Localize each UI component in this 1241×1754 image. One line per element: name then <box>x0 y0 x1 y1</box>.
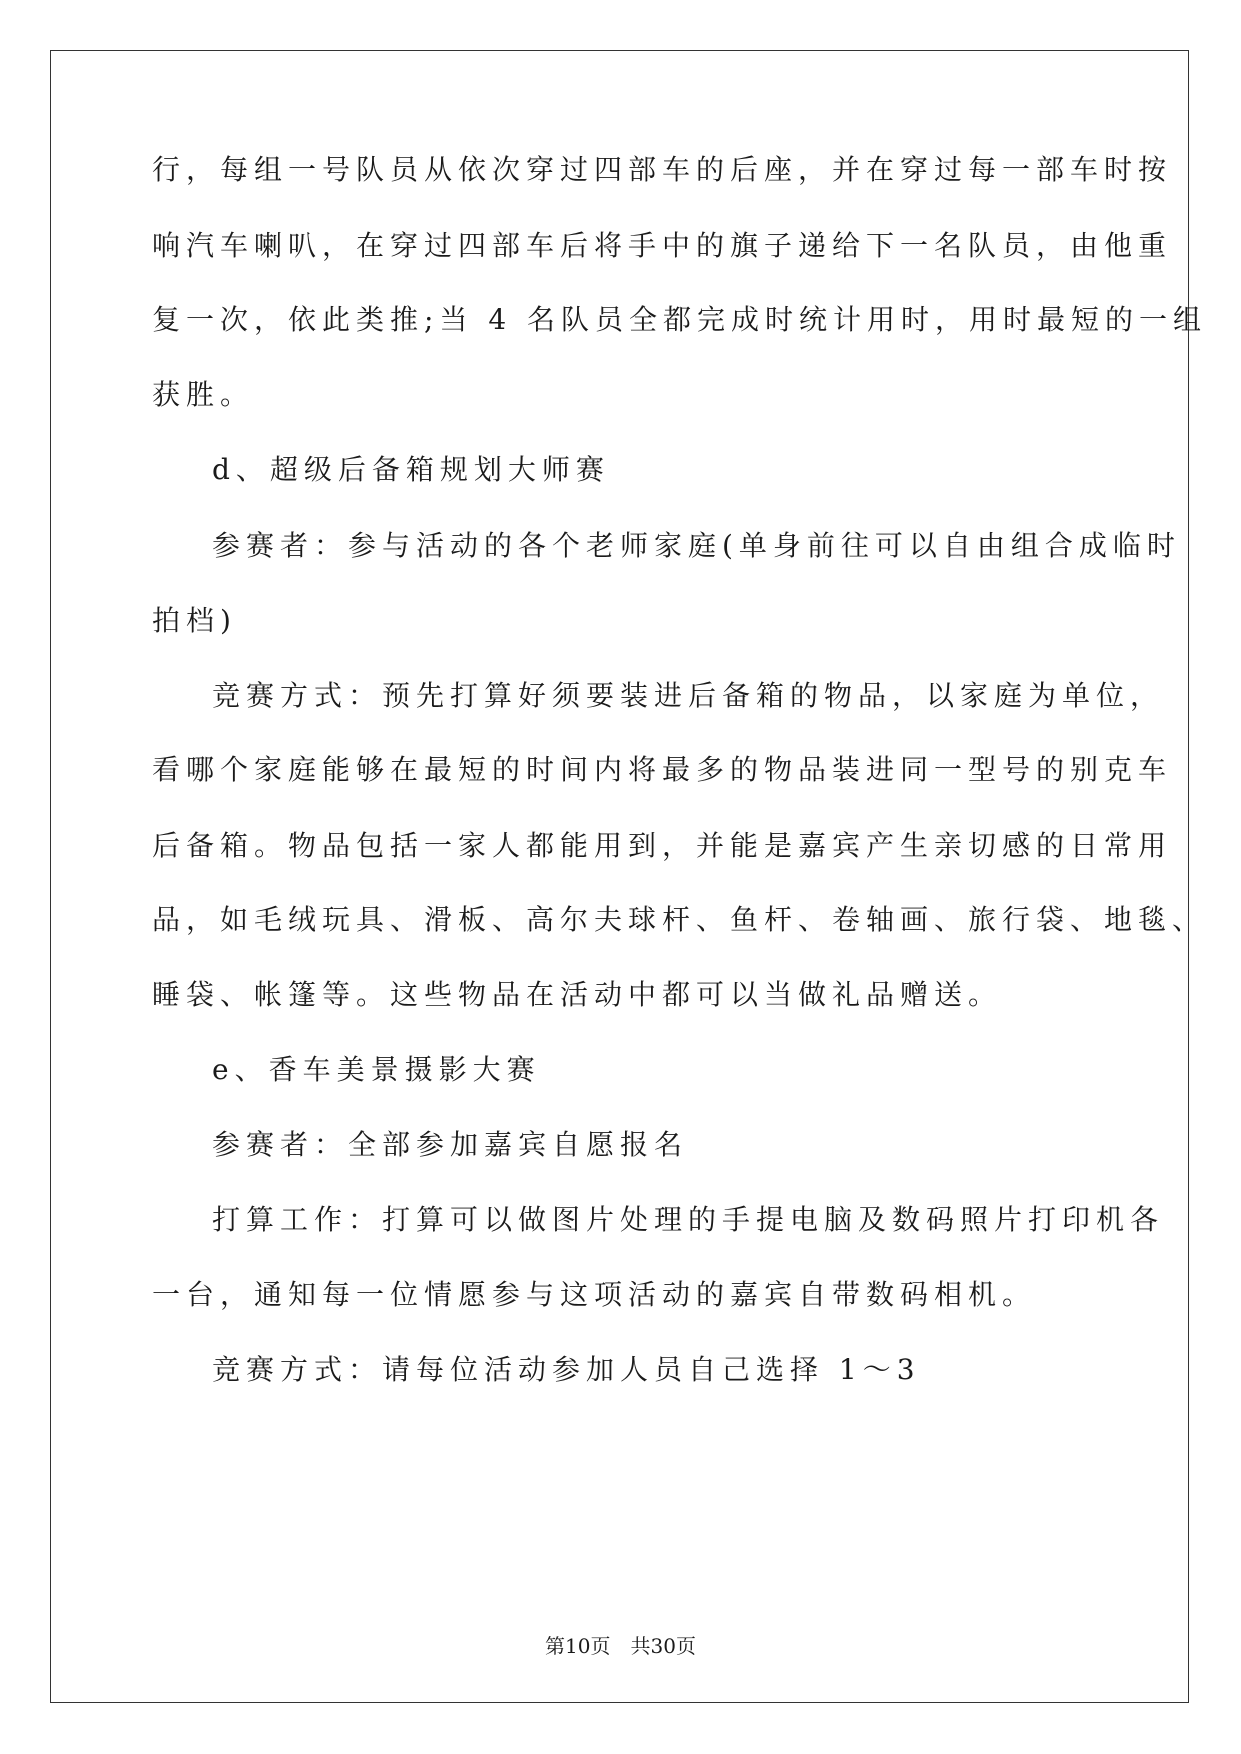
text-line: 打算工作：打算可以做图片处理的手提电脑及数码照片打印机各 <box>212 1203 1165 1236</box>
section-heading-d: d、超级后备箱规划大师赛 <box>212 453 610 486</box>
text-line: 复一次，依此类推;当 4 名队员全都完成时统计用时，用时最短的一组 <box>152 303 1208 336</box>
text-line: 睡袋、帐篷等。这些物品在活动中都可以当做礼品赠送。 <box>152 978 1003 1011</box>
text-line: 后备箱。物品包括一家人都能用到，并能是嘉宾产生亲切感的日常用 <box>152 829 1173 862</box>
text-line: 品，如毛绒玩具、滑板、高尔夫球杆、鱼杆、卷轴画、旅行袋、地毯、 <box>152 903 1207 936</box>
text-line: 看哪个家庭能够在最短的时间内将最多的物品装进同一型号的别克车 <box>152 753 1173 786</box>
text-line: 响汽车喇叭，在穿过四部车后将手中的旗子递给下一名队员，由他重 <box>152 229 1173 262</box>
text-line: 参赛者：全部参加嘉宾自愿报名 <box>212 1128 689 1161</box>
text-line: 一台，通知每一位情愿参与这项活动的嘉宾自带数码相机。 <box>152 1278 1037 1311</box>
text-line: 竞赛方式：请每位活动参加人员自己选择 1～3 <box>212 1353 921 1386</box>
page-footer: 第10页 共30页 <box>545 1634 696 1658</box>
text-line: 拍档) <box>152 604 237 637</box>
section-heading-e: e、香车美景摄影大赛 <box>212 1053 541 1086</box>
text-line: 获胜。 <box>152 378 255 411</box>
text-line: 参赛者：参与活动的各个老师家庭(单身前往可以自由组合成临时 <box>212 529 1181 562</box>
text-line: 竞赛方式：预先打算好须要装进后备箱的物品，以家庭为单位， <box>212 679 1165 712</box>
page-border <box>50 50 1189 1703</box>
text-line: 行，每组一号队员从依次穿过四部车的后座，并在穿过每一部车时按 <box>152 153 1173 186</box>
